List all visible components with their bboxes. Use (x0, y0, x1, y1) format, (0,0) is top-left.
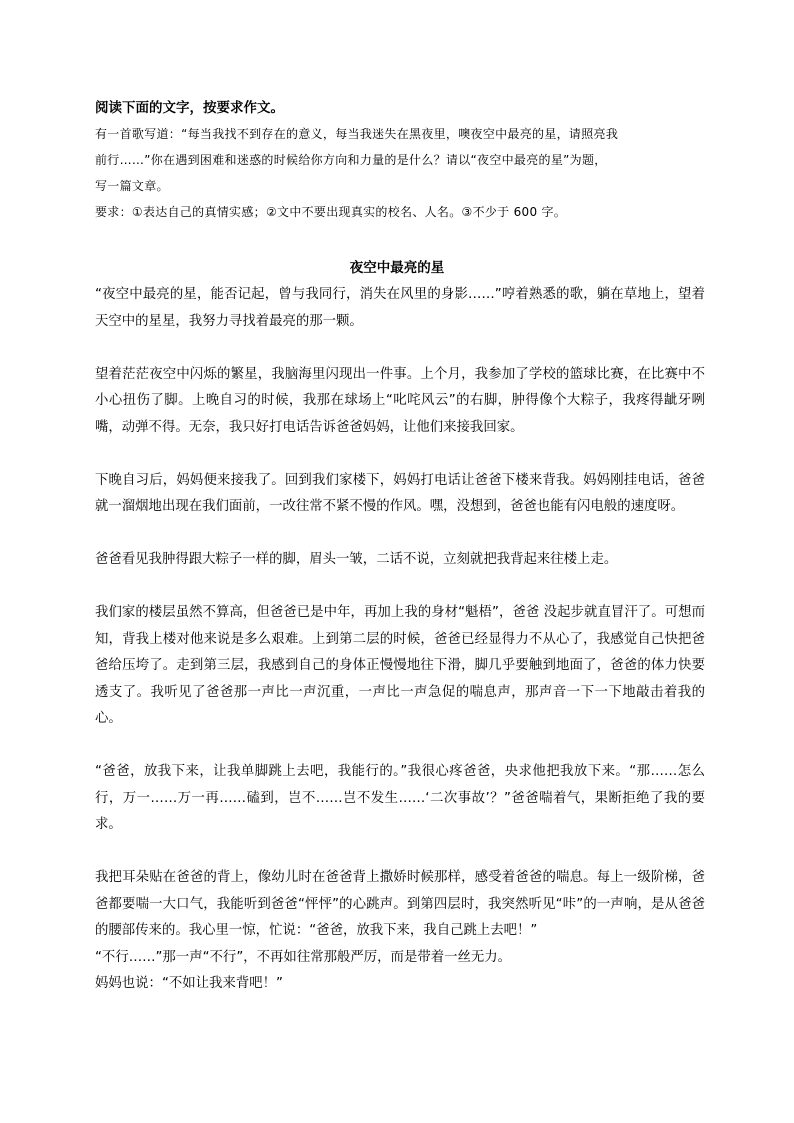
essay-paragraph: 下晚自习后，妈妈便来接我了。回到我们家楼下，妈妈打电话让爸爸下楼来背我。妈妈刚挂电话，爸爸就一溜烟地出现在我们面前，一改往常不紧不慢的作风。嘿，没想到，爸爸也能有闪电般的速度呀。 (95, 472, 705, 514)
essay-paragraph: “爸爸，放我下来，让我单脚跳上去吧，我能行的。”我很心疼爸爸，央求他把我放下来。“那……怎么行，万一……万一再……磕到，岂不……岂不发生……‘二次事故’？”爸爸喘着气，果断拒绝了我的要求。 (95, 764, 705, 832)
prompt-requirement: 要求：①表达自己的真情实感；②文中不要出现真实的校名、人名。③不少于 600 字。 (95, 205, 567, 219)
essay-paragraph: “不行……”那一声“不行”，不再如往常那般严厉，而是带着一丝无力。 (95, 949, 512, 965)
essay-title: 夜空中最亮的星 (349, 260, 445, 276)
prompt-line: 有一首歌写道：“每当我找不到存在的意义，每当我迷失在黑夜里，噢夜空中最亮的星，请照亮我 (95, 127, 619, 141)
essay-paragraph: 我把耳朵贴在爸爸的背上，像幼儿时在爸爸背上撒娇时候那样，感受着爸爸的喘息。每上一级阶梯，爸爸都要喘一大口气，我能听到爸爸“怦怦”的心跳声。到第四层时，我突然听见“咔”的一声响，是从爸爸的腰部传来的。我心里一惊，忙说：“爸爸，放我下来，我自己跳上去吧！” (95, 870, 705, 938)
prompt-line: 前行……”你在遇到困难和迷惑的时候给你方向和力量的是什么？请以“夜空中最亮的星”为题， (95, 153, 607, 167)
task-prompt (95, 121, 710, 225)
essay-paragraph: 妈妈也说：“不如让我来背吧！” (95, 976, 283, 991)
task-heading: 阅读下面的文字，按要求作文。 (95, 100, 284, 116)
essay-paragraph: 我们家的楼层虽然不算高，但爸爸已是中年，再加上我的身材“魁梧”，爸爸 没起步就直冒汗了。可想而知，背我上楼对他来说是多么艰难。上到第二层的时候，爸爸已经显得力不从心了，我感觉自己快把爸爸给压垮了。走到第三层，我感到自己的身体正慢慢地往下滑，脚几乎要触到地面了，爸爸的体力快要透支了。我听见了爸爸那一声比一声沉重，一声比一声急促的喘息声，那声音一下一下地敲击着我的心。 (95, 605, 705, 726)
essay-paragraph: 望着茫茫夜空中闪烁的繁星，我脑海里闪现出一件事。上个月，我参加了学校的篮球比赛，在比赛中不小心扭伤了脚。上晚自习的时候，我那在球场上“叱咤风云”的右脚，肿得像个大粽子，我疼得龇牙咧嘴，动弹不得。无奈，我只好打电话告诉爸爸妈妈，让他们来接我回家。 (95, 366, 705, 435)
prompt-line: 写一篇文章。 (95, 179, 169, 193)
essay-paragraph: “夜空中最亮的星，能否记起，曾与我同行，消失在风里的身影……”哼着熟悉的歌，躺在草地上，望着天空中的星星，我努力寻找着最亮的那一颗。 (95, 287, 705, 329)
essay-paragraph: 爸爸看见我肿得跟大粽子一样的脚，眉头一皱，二话不说，立刻就把我背起来往楼上走。 (95, 552, 618, 567)
essay-body (95, 282, 705, 998)
